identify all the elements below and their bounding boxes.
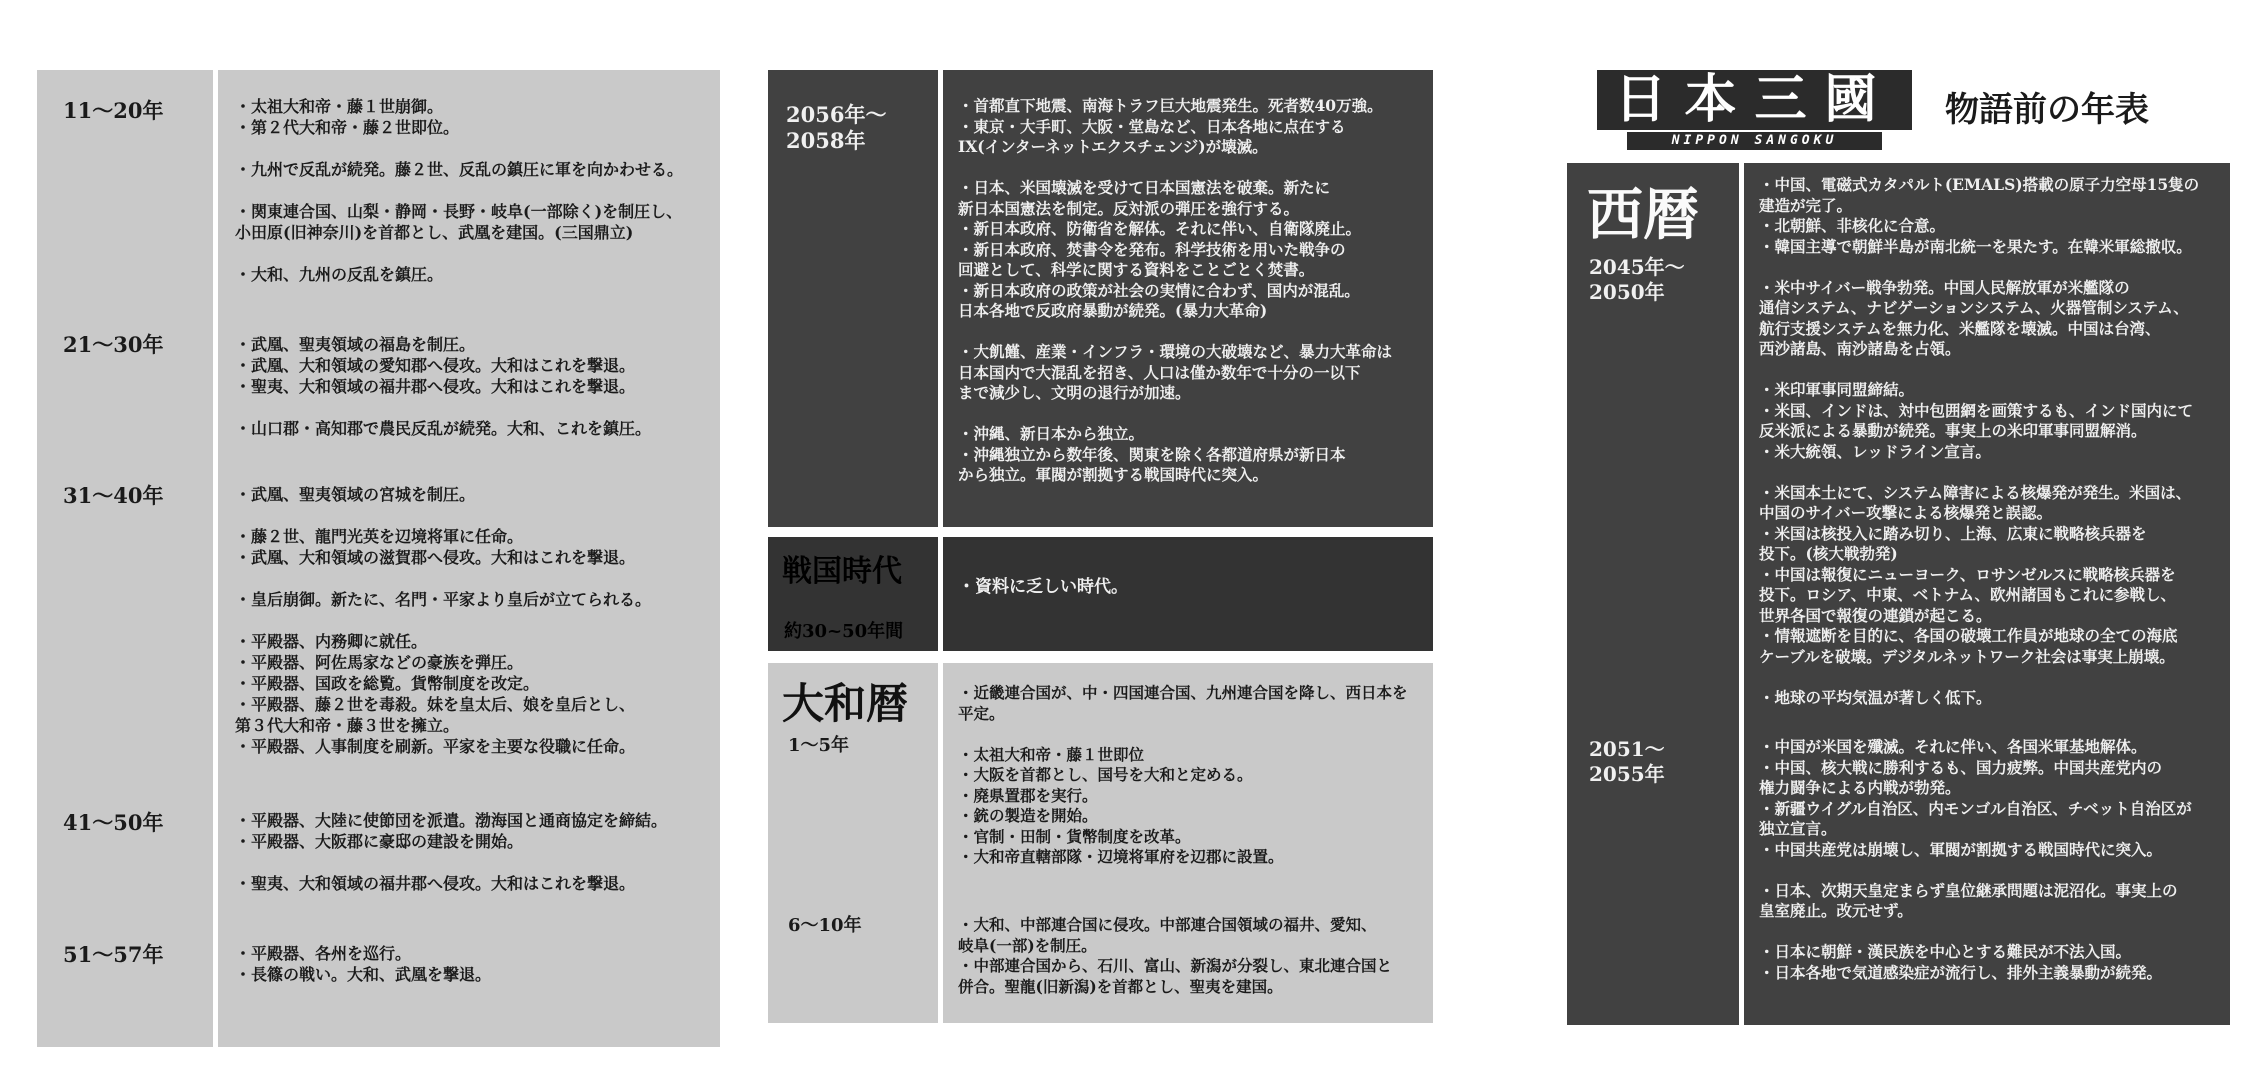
era-label: 2051〜 2055年 bbox=[1589, 737, 1665, 786]
logo bbox=[1597, 70, 1912, 150]
middle-top-panel bbox=[768, 70, 1433, 527]
era-label: 31〜40年 bbox=[63, 483, 164, 508]
sengoku-panel bbox=[768, 537, 1433, 651]
era-text: ・武凰、聖夷領域の宮城を制圧。 ・藤２世、龍門光英を辺境将軍に任命。 ・武凰、大和領域の滋賀郡へ侵攻。大和はこれを撃退。 ・皇后崩御。新たに、名門・平家より皇后が立てられる。 ・平殿器、内務卿に就任。 ・平殿器、阿佐馬家などの豪族を弾圧。 ・平殿器、国政を総覧。貨幣制度を改定。 ・平殿器、藤２世を毒殺。妹を皇太后、娘を皇后とし、 第３代大和帝・藤３世を擁立。 ・平殿器、人事制度を刷新。平家を主要な役職に任命。 bbox=[235, 485, 652, 756]
era-label: 6〜10年 bbox=[788, 915, 862, 936]
right-timeline-panel bbox=[1567, 163, 2230, 1025]
sengoku-years: 約30~50年間 bbox=[784, 621, 904, 642]
era-label: 2056年〜 2058年 bbox=[786, 102, 887, 154]
logo-subtitle: NIPPON SANGOKU bbox=[1627, 132, 1882, 150]
era-label: 1〜5年 bbox=[788, 735, 850, 756]
era-label: 41〜50年 bbox=[63, 810, 164, 835]
era-text: ・平殿器、大陸に使節団を派遣。渤海国と通商協定を締結。 ・平殿器、大阪郡に豪邸の建設を開始。 ・聖夷、大和領域の福井郡へ侵攻。大和はこれを撃退。 bbox=[235, 811, 668, 893]
era-text: ・中国、電磁式カタパルト(EMALS)搭載の原子力空母15隻の 建造が完了。 ・北朝鮮、非核化に合意。 ・韓国主導で朝鮮半島が南北統一を果たす。在韓米軍総撤収。 ・米中サイバー戦争勃発。中国人民解放軍が米艦隊の 通信システム、ナビゲーションシステム、火器管制システム、 航行支援システムを無力化、米艦隊を壊滅。中国は台湾、 西沙諸島、南沙諸島を占領。 ・米印軍事同盟締結。 ・米国、インドは、対中包囲網を画策するも、インド国内にて 反米派による暴動が続発。事実上の米印軍事同盟解消。 ・米大統領、レッドライン宣言。 ・米国本土にて、システム障害による核爆発が発生。米国は、 中国のサイバー攻撃による核爆発と誤認。 ・米国は核投入に踏み切り、上海、広東に戦略核兵器を 投下。(核大戦勃発) ・中国は報復にニューヨーク、ロサンゼルスに戦略核兵器を 投下。ロシア、中東、ベトナム、欧州諸国もこれに参戦し、 世界各国で報復の連鎖が起こる。 ・情報遮断を目的に、各国の破壊工作員が地球の全ての海底 ケーブルを破壊。デジタルネットワーク社会は事実上崩壊。 ・地球の平均気温が著しく低下。 bbox=[1759, 175, 2200, 707]
page-title: 物語前の年表 bbox=[1945, 90, 2149, 130]
era-label: 11〜20年 bbox=[63, 98, 164, 123]
era-text: ・平殿器、各州を巡行。 ・長篠の戦い。大和、武凰を撃退。 bbox=[235, 944, 492, 984]
sengoku-text: ・資料に乏しい時代。 bbox=[958, 577, 1128, 597]
sengoku-title: 戦国時代 bbox=[782, 554, 902, 589]
era-text: ・中国が米国を殲滅。それに伴い、各国米軍基地解体。 ・中国、核大戦に勝利するも、国力疲弊。中国共産党内の 権力闘争による内戦が勃発。 ・新疆ウイグル自治区、内モンゴル自治区、チベット自治区が 独立宣言。 ・中国共産党は崩壊し、軍閥が割拠する戦国時代に突入。 ・日本、次期天皇定まらず皇位継承問題は泥沼化。事実上の 皇室廃止。改元せず。 ・日本に朝鮮・漢民族を中心とする難民が不法入国。 ・日本各地で気道感染症が流行し、排外主義暴動が続発。 bbox=[1759, 737, 2192, 982]
era-text: ・武凰、聖夷領域の福島を制圧。 ・武凰、大和領域の愛知郡へ侵攻。大和はこれを撃退。 ・聖夷、大和領域の福井郡へ侵攻。大和はこれを撃退。 ・山口郡・高知郡で農民反乱が続発。大和、これを鎮圧。 bbox=[235, 335, 652, 438]
left-timeline-panel bbox=[37, 70, 720, 1047]
yamato-panel bbox=[768, 663, 1433, 1023]
era-text: ・首都直下地震、南海トラフ巨大地震発生。死者数40万強。 ・東京・大手町、大阪・堂島など、日本各地に点在する IX(インターネットエクスチェンジ)が壊滅。 ・日本、米国壊滅を受けて日本国憲法を破棄。新たに 新日本国憲法を制定。反対派の弾圧を強行する。 ・新日本政府、防衛省を解体。それに伴い、自衛隊廃止。 ・新日本政府、焚書令を発布。科学技術を用いた戦争の 回避として、科学に関する資料をことごとく焚書。 ・新日本政府の政策が社会の実情に合わず、国内が混乱。 日本各地で反政府暴動が続発。(暴力大革命) ・大飢饉、産業・インフラ・環境の大破壊など、暴力大革命は 日本国内で大混乱を招き、人口は僅か数年で十分の一以下 まで減少し、文明の退行が加速。 ・沖縄、新日本から独立。 ・沖縄独立から数年後、関東を除く各都道府県が新日本 から独立。軍閥が割拠する戦国時代に突入。 bbox=[958, 96, 1393, 484]
era-text: ・大和、中部連合国に侵攻。中部連合国領域の福井、愛知、 岐阜(一部)を制圧。 ・中部連合国から、石川、富山、新潟が分裂し、東北連合国と 併合。聖龍(旧新潟)を首都とし、聖夷を建国。 bbox=[958, 915, 1393, 996]
era-label: 51〜57年 bbox=[63, 942, 164, 967]
logo-title: 日本三國 bbox=[1597, 70, 1912, 130]
era-text: ・太祖大和帝・藤１世崩御。 ・第２代大和帝・藤２世即位。 ・九州で反乱が続発。藤２世、反乱の鎮圧に軍を向かわせる。 ・関東連合国、山梨・静岡・長野・岐阜(一部除く)を制圧し、 小田原(旧神奈川)を首都とし、武凰を建国。(三国鼎立) ・大和、九州の反乱を鎮圧。 bbox=[235, 97, 684, 284]
western-era-title: 西暦 bbox=[1587, 182, 1699, 248]
era-label: 2045年〜 2050年 bbox=[1589, 255, 1685, 304]
era-label: 21〜30年 bbox=[63, 332, 164, 357]
era-text: ・近畿連合国が、中・四国連合国、九州連合国を降し、西日本を 平定。 ・太祖大和帝・藤１世即位 ・大阪を首都とし、国号を大和と定める。 ・廃県置郡を実行。 ・銃の製造を開始。 ・官制・田制・貨幣制度を改革。 ・大和帝直轄部隊・辺境将軍府を辺郡に設置。 bbox=[958, 683, 1408, 866]
yamato-title: 大和暦 bbox=[782, 679, 909, 728]
